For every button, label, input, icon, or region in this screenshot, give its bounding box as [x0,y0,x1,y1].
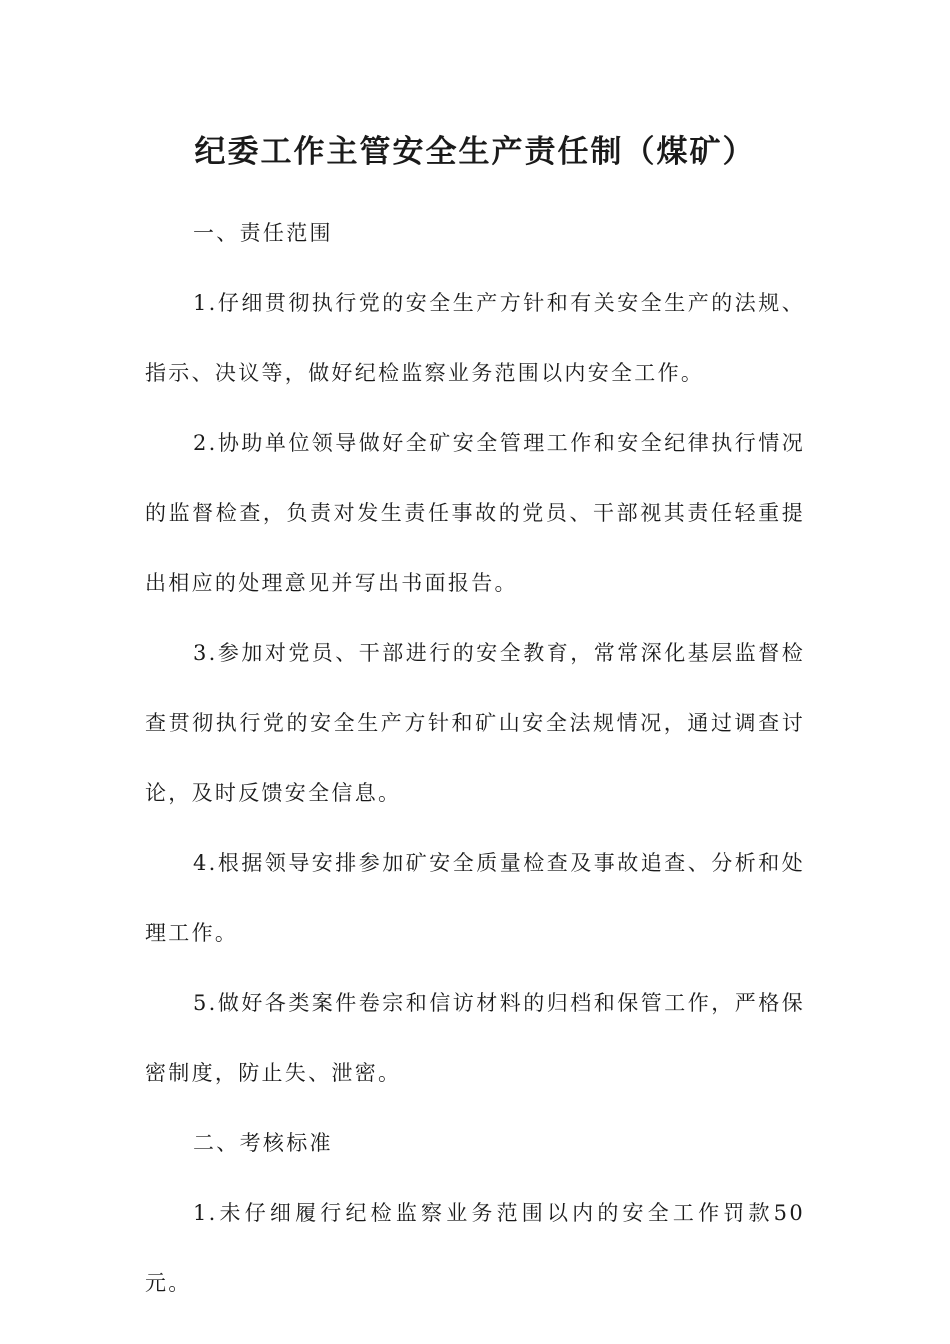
paragraph-item: 1.仔细贯彻执行党的安全生产方针和有关安全生产的法规、指示、决议等，做好纪检监察业务范围以内安全工作。 [145,291,805,385]
paragraph-item: 2.协助单位领导做好全矿安全管理工作和安全纪律执行情况的监督检查，负责对发生责任事故的党员、干部视其责任轻重提出相应的处理意见并写出书面报告。 [145,431,805,595]
section-heading-responsibility-scope: 一、责任范围 [193,221,333,245]
paragraph-item: 1.未仔细履行纪检监察业务范围以内的安全工作罚款50元。 [145,1201,805,1295]
paragraph-item: 5.做好各类案件卷宗和信访材料的归档和保管工作，严格保密制度，防止失、泄密。 [145,991,805,1085]
document-body [145,198,805,1318]
section-heading-assessment-standard: 二、考核标准 [193,1131,333,1155]
paragraph-item: 3.参加对党员、干部进行的安全教育，常常深化基层监督检查贯彻执行党的安全生产方针和矿山安全法规情况，通过调查讨论，及时反馈安全信息。 [145,641,805,805]
document-title: 纪委工作主管安全生产责任制（煤矿） [194,134,756,170]
paragraph-item: 4.根据领导安排参加矿安全质量检查及事故追查、分析和处理工作。 [145,851,805,945]
